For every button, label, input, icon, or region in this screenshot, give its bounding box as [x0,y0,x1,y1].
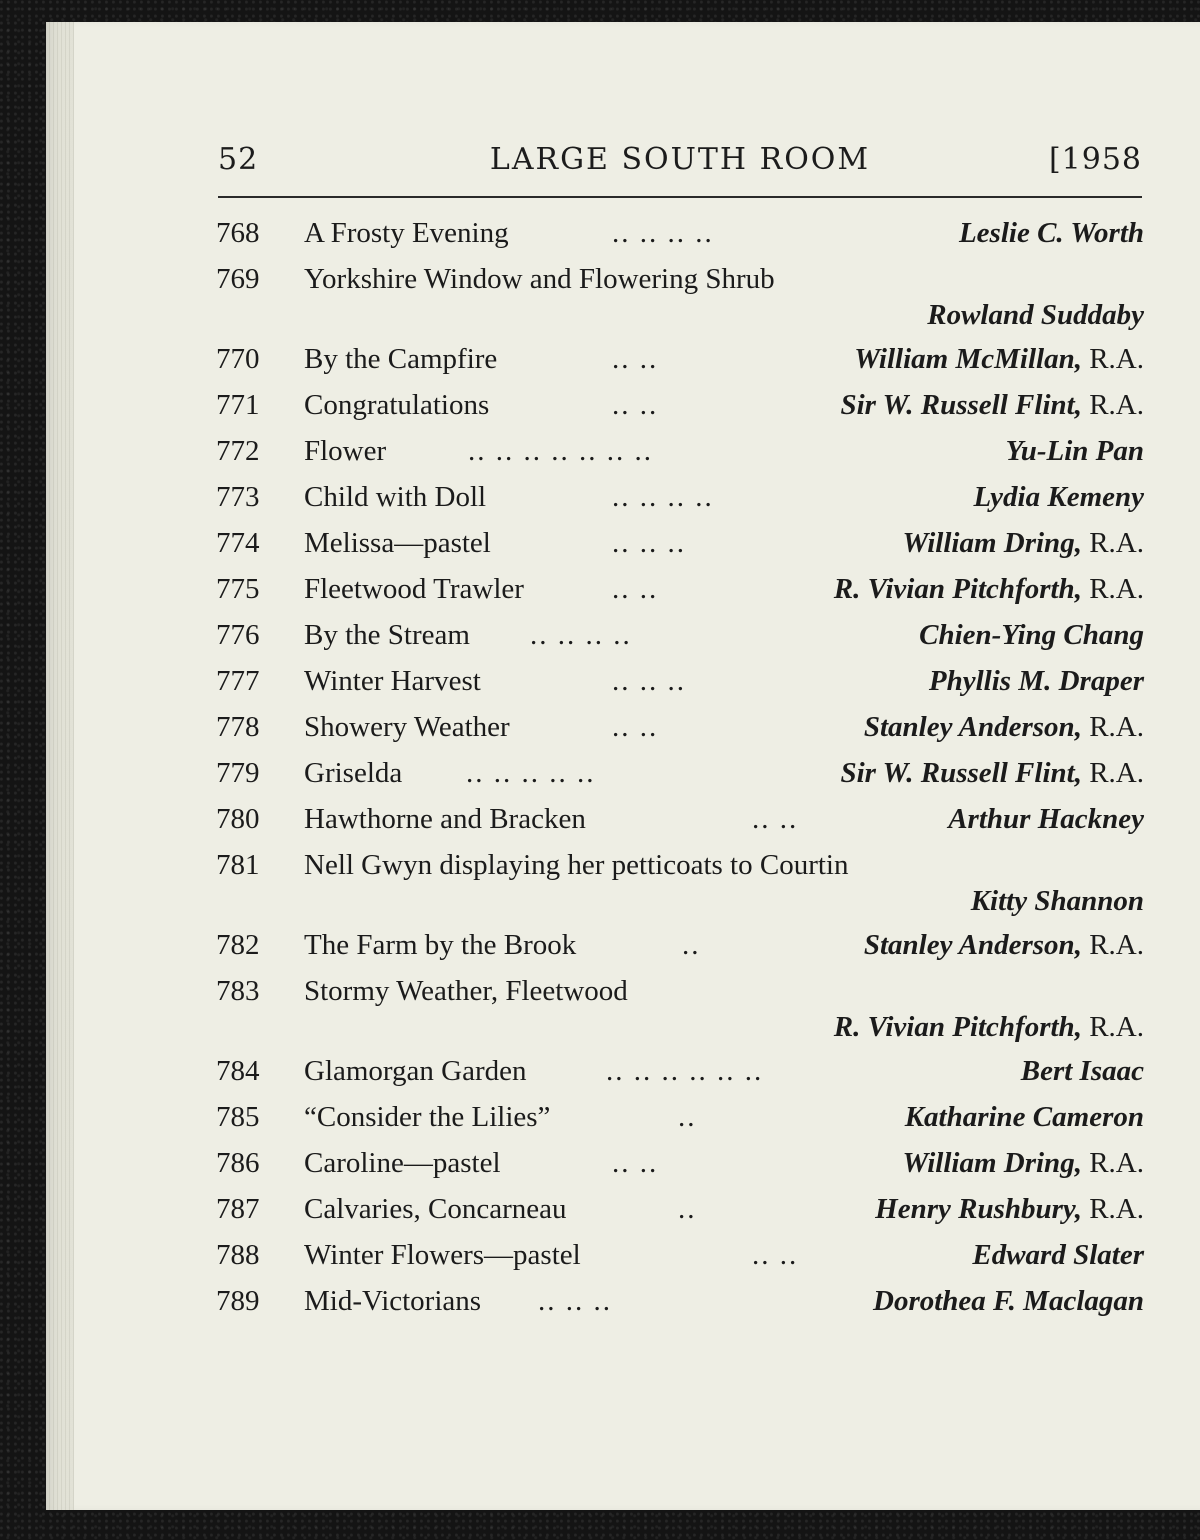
entry-leader-dots: .. .. [612,389,659,421]
catalogue-entry [212,210,1144,256]
entry-number: 784 [216,1055,260,1087]
entry-artist [948,796,1144,842]
entry-artist [929,658,1144,704]
entry-leader-dots: .. .. .. .. .. .. .. [468,435,653,467]
artist-name: R. Vivian Pitchforth, [833,1011,1082,1043]
catalogue-entry [212,256,1144,336]
entry-number: 785 [216,1101,260,1133]
artist-name: Edward Slater [972,1239,1144,1271]
entry-number: 783 [216,975,260,1007]
entry-number: 779 [216,757,260,789]
entry-number: 789 [216,1285,260,1317]
entry-title: Winter Harvest [304,665,481,697]
catalogue-entry [212,704,1144,750]
entry-artist [864,922,1144,968]
entry-title: Hawthorne and Bracken [304,803,586,835]
catalogue-entry [212,382,1144,428]
entry-number: 772 [216,435,260,467]
catalogue-entry [212,1232,1144,1278]
entry-artist [971,878,1144,924]
entry-leader-dots: .. .. [612,573,659,605]
entry-number: 787 [216,1193,260,1225]
entry-number: 770 [216,343,260,375]
entry-number: 781 [216,849,260,881]
entry-number: 777 [216,665,260,697]
entry-leader-dots: .. [678,1193,697,1225]
artist-name: Lydia Kemeny [973,481,1144,513]
artist-name: Stanley Anderson, [863,929,1082,961]
entry-leader-dots: .. .. .. [612,527,686,559]
entry-leader-dots: .. .. .. .. [530,619,632,651]
entry-artist [834,1004,1144,1050]
artist-honour: R.A. [1081,1011,1144,1043]
entry-title: Caroline—pastel [304,1147,501,1179]
entry-number: 775 [216,573,260,605]
entry-number: 773 [216,481,260,513]
catalogue-entry [212,968,1144,1048]
entry-title: By the Stream [304,619,470,651]
artist-honour: R.A. [1081,1193,1144,1225]
entry-title: Showery Weather [304,711,510,743]
entry-leader-dots: .. .. .. .. .. .. [606,1055,764,1087]
entry-title: Griselda [304,757,403,789]
catalogue-entry [212,1048,1144,1094]
entry-title: Calvaries, Concarneau [304,1193,567,1225]
entry-title: Stormy Weather, Fleetwood [304,975,628,1007]
artist-name: Bert Isaac [1020,1055,1144,1087]
catalogue-entry [212,1186,1144,1232]
catalogue-entry [212,520,1144,566]
entry-artist [873,1278,1144,1324]
artist-name: Dorothea F. Maclagan [873,1285,1144,1317]
entry-leader-dots: .. .. [752,803,799,835]
entry-artist [1006,428,1144,474]
catalogue-entry [212,428,1144,474]
artist-name: Sir W. Russell Flint, [840,389,1082,421]
entry-artist [1021,1048,1144,1094]
entry-title: Melissa—pastel [304,527,491,559]
entry-title: “Consider the Lilies” [304,1101,551,1133]
entry-title: A Frosty Evening [304,217,509,249]
catalogue-entry-list [212,210,1144,1324]
entry-number: 782 [216,929,260,961]
entry-artist [840,382,1144,428]
entry-title: Congratulations [304,389,490,421]
entry-title: Yorkshire Window and Flowering Shrub [304,263,775,295]
catalogue-entry [212,474,1144,520]
entry-number: 774 [216,527,260,559]
year-marker: [1958 [1048,142,1142,177]
artist-honour: R.A. [1081,757,1144,789]
entry-leader-dots: .. .. .. [538,1285,612,1317]
entry-leader-dots: .. .. .. [612,665,686,697]
entry-number: 776 [216,619,260,651]
catalogue-entry [212,566,1144,612]
artist-name: Arthur Hackney [948,803,1144,835]
catalogue-entry [212,336,1144,382]
catalogue-entry [212,1278,1144,1324]
entry-artist [905,1094,1144,1140]
artist-honour: R.A. [1081,1147,1144,1179]
artist-honour: R.A. [1081,527,1144,559]
running-head [218,142,1142,184]
page-edges [46,22,74,1510]
entry-artist [864,704,1144,750]
entry-title: Glamorgan Garden [304,1055,527,1087]
entry-leader-dots: .. .. [612,1147,659,1179]
entry-leader-dots: .. [682,929,701,961]
artist-name: Sir W. Russell Flint, [840,757,1082,789]
artist-name: R. Vivian Pitchforth, [833,573,1082,605]
entry-leader-dots: .. .. [752,1239,799,1271]
artist-name: Rowland Suddaby [927,299,1144,331]
artist-name: Katharine Cameron [904,1101,1144,1133]
entry-artist [834,566,1144,612]
artist-name: William Dring, [902,1147,1082,1179]
artist-name: Stanley Anderson, [863,711,1082,743]
entry-artist [972,1232,1144,1278]
entry-leader-dots: .. .. [612,711,659,743]
entry-artist [854,336,1144,382]
catalogue-entry [212,796,1144,842]
entry-artist [959,210,1144,256]
artist-honour: R.A. [1081,711,1144,743]
catalogue-entry [212,750,1144,796]
header-rule [218,196,1142,198]
entry-title: Winter Flowers—pastel [304,1239,581,1271]
page-number: 52 [218,142,259,177]
entry-number: 769 [216,263,260,295]
artist-honour: R.A. [1081,573,1144,605]
page-title: LARGE SOUTH ROOM [489,142,871,177]
catalogue-entry [212,922,1144,968]
entry-artist [974,474,1144,520]
catalogue-entry [212,658,1144,704]
entry-title: Fleetwood Trawler [304,573,524,605]
artist-name: Phyllis M. Draper [928,665,1144,697]
artist-honour: R.A. [1081,389,1144,421]
entry-title: The Farm by the Brook [304,929,577,961]
entry-title: Flower [304,435,387,467]
entry-number: 780 [216,803,260,835]
entry-leader-dots: .. .. .. .. [612,217,714,249]
entry-number: 778 [216,711,260,743]
entry-number: 788 [216,1239,260,1271]
catalogue-entry [212,1140,1144,1186]
entry-title: Mid-Victorians [304,1285,482,1317]
entry-leader-dots: .. .. .. .. [612,481,714,513]
entry-artist [840,750,1144,796]
artist-name: Kitty Shannon [970,885,1144,917]
catalogue-entry [212,1094,1144,1140]
entry-title: By the Campfire [304,343,498,375]
entry-artist [903,520,1144,566]
artist-name: Chien-Ying Chang [919,619,1144,651]
catalogue-entry [212,842,1144,922]
artist-honour: R.A. [1081,929,1144,961]
entry-artist [919,612,1144,658]
artist-honour: R.A. [1081,343,1144,375]
entry-leader-dots: .. .. .. .. .. [466,757,596,789]
entry-title: Child with Doll [304,481,487,513]
entry-artist [927,292,1144,338]
artist-name: William McMillan, [854,343,1082,375]
entry-number: 786 [216,1147,260,1179]
entry-number: 768 [216,217,260,249]
entry-number: 771 [216,389,260,421]
artist-name: Yu-Lin Pan [1005,435,1144,467]
artist-name: William Dring, [902,527,1082,559]
entry-artist [903,1140,1144,1186]
entry-title: Nell Gwyn displaying her petticoats to Courtin [304,849,849,881]
catalogue-entry [212,612,1144,658]
entry-leader-dots: .. [678,1101,697,1133]
entry-leader-dots: .. .. [612,343,659,375]
artist-name: Leslie C. Worth [958,217,1144,249]
entry-artist [875,1186,1144,1232]
artist-name: Henry Rushbury, [875,1193,1082,1225]
